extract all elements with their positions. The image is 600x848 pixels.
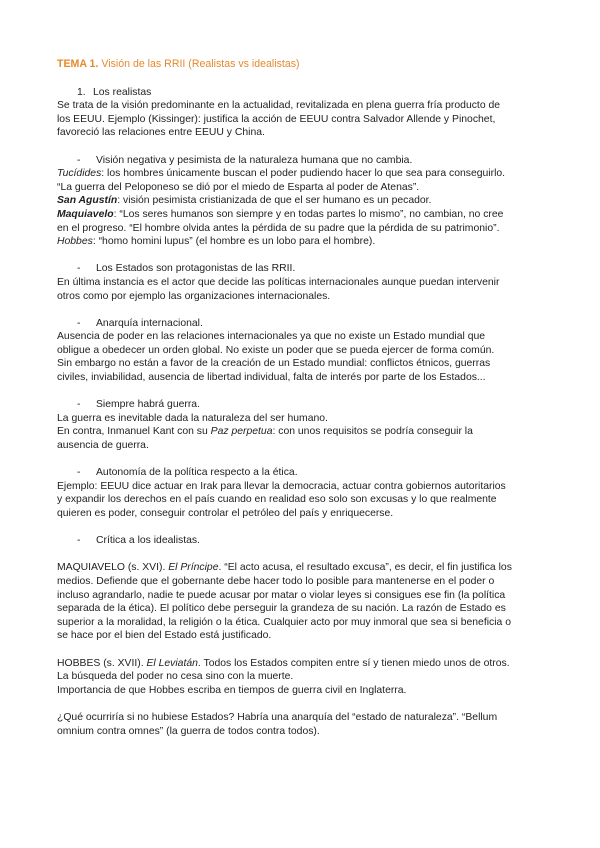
- paragraph-line: en el progreso. “El hombre olvida antes la pérdida de su padre que la pérdida de su patrimonio”.: [57, 222, 500, 234]
- paragraph-line: Importancia de que Hobbes escriba en tiempos de guerra civil en Inglaterra.: [57, 684, 407, 696]
- paragraph-line: [57, 235, 564, 249]
- paragraph-line: [57, 425, 564, 439]
- section-realistas: [57, 86, 564, 140]
- paragraph-line: favoreció las relaciones entre EEUU y China.: [57, 127, 265, 139]
- point-anarquia: [57, 317, 564, 385]
- dash-marker: -: [77, 154, 81, 166]
- dash-marker: -: [77, 263, 81, 275]
- author-name: Tucídides: [57, 168, 102, 180]
- bullet-heading-text: Anarquía internacional.: [96, 317, 203, 329]
- paragraph-line: La búsqueda del poder no cesa sino con la muerte.: [57, 671, 294, 683]
- author-name: San Agustín: [57, 195, 118, 207]
- inline-text: . Todos los Estados compiten entre sí y tienen miedo unos de otros.: [197, 657, 510, 669]
- bullet-heading: [77, 317, 564, 331]
- bullet-heading: [77, 398, 564, 412]
- paragraph-line: [57, 657, 564, 671]
- bullet-heading-text: Autonomía de la política respecto a la ética.: [96, 467, 298, 479]
- paragraph-line: incluso agrandarlo, nadie te puede acusar por matar o violar leyes si consigues ese fin (la política: [57, 589, 506, 601]
- paragraph-line: [57, 208, 564, 222]
- bullet-heading-text: Los Estados son protagonistas de las RRII.: [96, 263, 296, 275]
- paragraph-line: [57, 194, 564, 208]
- paragraph-line: Se trata de la visión predominante en la actualidad, revitalizada en plena guerra fría producto de: [57, 100, 501, 112]
- author-name: Hobbes: [57, 236, 93, 248]
- bullet-heading: [77, 466, 564, 480]
- hobbes-paragraph: [57, 657, 564, 698]
- paragraph-line: omnium contra omnes” (la guerra de todos contra todos).: [57, 725, 320, 737]
- inline-text: En contra, Inmanuel Kant con su: [57, 426, 211, 438]
- paragraph-line: [57, 167, 564, 181]
- paragraph-line: Ausencia de poder en las relaciones internacionales ya que no existe un Estado mundial que: [57, 331, 486, 343]
- title-text: Visión de las RRII (Realistas vs idealistas): [98, 58, 300, 70]
- dash-marker: -: [77, 399, 81, 411]
- bullet-heading-text: Visión negativa y pesimista de la naturaleza humana que no cambia.: [96, 154, 413, 166]
- document-title: [57, 58, 564, 72]
- paragraph-line: civiles, inviabilidad, ausencia de libertad individual, falta de interés por parte de los Estados...: [57, 372, 486, 384]
- paragraph-line: ¿Qué ocurriría si no hubiese Estados? Habría una anarquía del “estado de naturaleza”. “Bellum: [57, 711, 498, 723]
- paragraph-line: otros como por ejemplo las organizaciones internacionales.: [57, 290, 331, 302]
- dash-marker: -: [77, 317, 81, 329]
- paragraph-line: “La guerra del Peloponeso se dió por el miedo de Esparta al poder de Atenas”.: [57, 181, 420, 193]
- author-text: : los hombres únicamente buscan el poder pudiendo hacer lo que sea para conseguirlo.: [101, 168, 506, 180]
- book-title: El Príncipe: [168, 562, 219, 574]
- maquiavelo-paragraph: [57, 561, 564, 643]
- point-estados: [57, 262, 564, 303]
- inline-text: HOBBES (s. XVII).: [57, 657, 147, 669]
- paragraph-line: se hace por el bien del Estado está justificado.: [57, 630, 272, 642]
- dash-marker: -: [77, 467, 81, 479]
- bullet-heading: [77, 154, 564, 168]
- author-text: : visión pesimista cristianizada de que el ser humano es un pecador.: [117, 195, 432, 207]
- paragraph-line: quieren es poder, conseguir controlar el petróleo del país y enriquecerse.: [57, 508, 394, 519]
- paragraph-line: y expandir los derechos en el país cuando en realidad eso solo son excusas y lo que realmente: [57, 494, 497, 506]
- point-guerra: [57, 398, 564, 452]
- bullet-heading-text: Crítica a los idealistas.: [96, 535, 200, 547]
- paragraph-line: La guerra es inevitable dada la naturaleza del ser humano.: [57, 412, 328, 424]
- paragraph-line: Ejemplo: EEUU dice actuar en Irak para llevar la democracia, actuar contra gobiernos autoritarios: [57, 480, 506, 492]
- inline-text: . “El acto acusa, el resultado excusa”, es decir, el fin justifica los: [218, 562, 512, 574]
- bullet-heading: [77, 534, 564, 548]
- bullet-heading-text: Siempre habrá guerra.: [96, 399, 200, 411]
- paragraph-line: Sin embargo no están a favor de la creación de un Estado mundial: conflictos étnicos, guerras: [57, 358, 491, 370]
- author-name: Maquiavelo: [57, 208, 114, 220]
- book-title: El Leviatán: [146, 657, 198, 669]
- paragraph-line: los EEUU. Ejemplo (Kissinger): justifica la acción de EEUU contra Salvador Allende y Pinochet,: [57, 113, 496, 125]
- paragraph-line: ausencia de guerra.: [57, 440, 149, 452]
- inline-text: MAQUIAVELO (s. XVI).: [57, 562, 169, 574]
- paragraph-line: medios. Defiende que el gobernante debe hacer todo lo posible para mantenerse en el poder o: [57, 575, 495, 587]
- section-number: 1.: [77, 86, 86, 98]
- book-title: Paz perpetua: [210, 426, 273, 438]
- section-heading: [77, 86, 564, 100]
- inline-text: : con unos requisitos se podría conseguir la: [272, 426, 473, 438]
- point-autonomia: [57, 466, 564, 520]
- author-text: : “Los seres humanos son siempre y en todas partes lo mismo”, no cambian, no cree: [113, 208, 504, 220]
- closing-paragraph: [57, 711, 564, 738]
- point-naturaleza-humana: [57, 154, 564, 249]
- paragraph-line: separada de la ética). El político debe perseguir la grandeza de su nación. La razón de Estado es: [57, 603, 506, 615]
- paragraph-line: [57, 561, 564, 575]
- bullet-heading: [77, 262, 564, 276]
- paragraph-line: obligue a obedecer un orden global. No existe un poder que se pueda ejercer de forma común.: [57, 344, 495, 356]
- dash-marker: -: [77, 535, 81, 547]
- author-text: : “homo homini lupus” (el hombre es un lobo para el hombre).: [92, 236, 376, 248]
- title-number: TEMA 1.: [57, 58, 99, 70]
- section-heading-text: Los realistas: [93, 86, 152, 98]
- paragraph-line: superior a la moralidad, la religión o la ética. Cualquier acto por muy inmoral que sea si beneficia o: [57, 616, 511, 628]
- point-critica: [57, 534, 564, 548]
- paragraph-line: En última instancia es el actor que decide las políticas internacionales aunque puedan intervenir: [57, 276, 500, 288]
